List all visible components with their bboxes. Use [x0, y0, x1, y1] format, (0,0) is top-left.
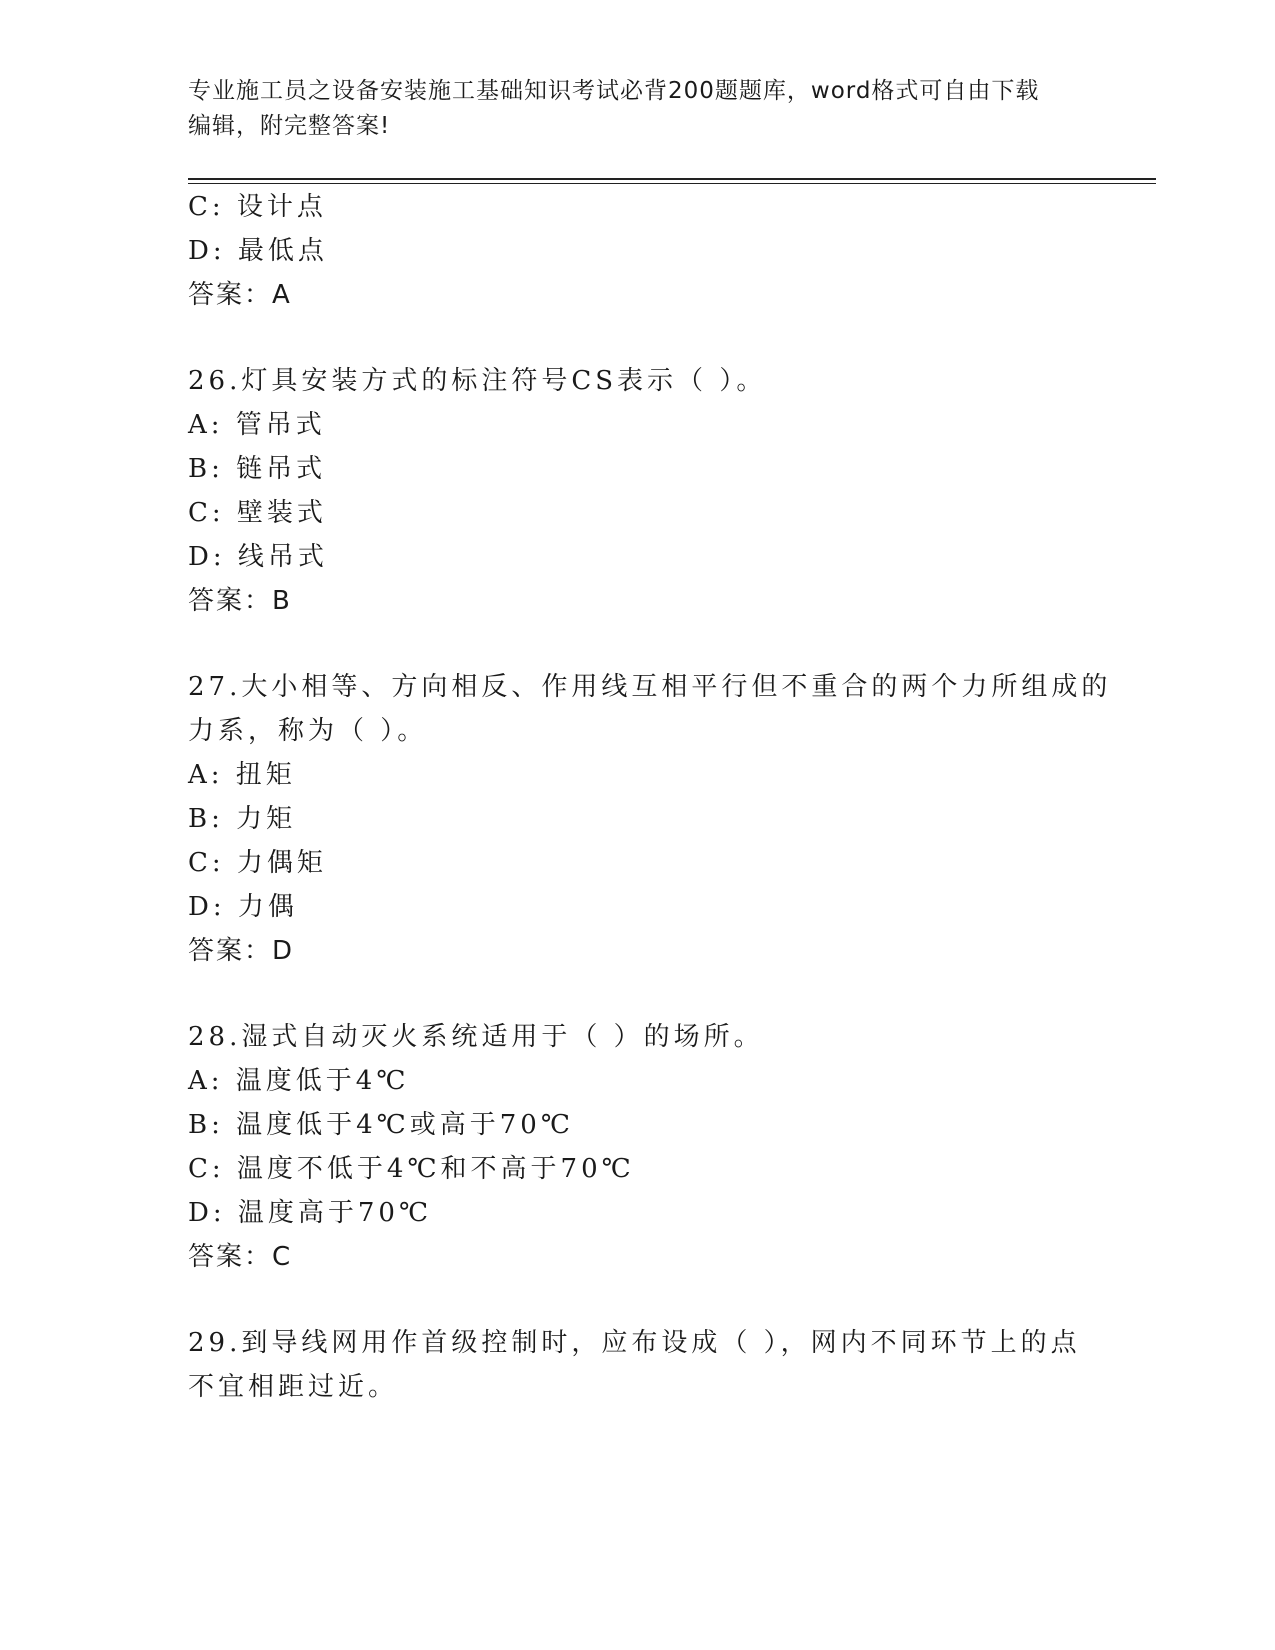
question-26-option-b: B: 链吊式 — [188, 454, 327, 484]
question-27-answer: 答案：D — [188, 936, 295, 966]
header-divider-thin — [188, 183, 1156, 184]
question-27-option-b: B: 力矩 — [188, 804, 297, 834]
option-c: C: 设计点 — [188, 192, 327, 222]
page-header — [188, 74, 1068, 144]
question-26-answer: 答案：B — [188, 586, 292, 616]
question-27-option-a: A: 扭矩 — [188, 760, 296, 790]
question-28-text: 28.湿式自动灭火系统适用于（ ）的场所。 — [188, 1022, 764, 1052]
question-27-text-line-2: 力系，称为（ ）。 — [188, 716, 428, 746]
header-divider — [188, 178, 1156, 180]
question-28-option-a: A: 温度低于4℃ — [188, 1066, 410, 1096]
question-28-option-b: B: 温度低于4℃或高于70℃ — [188, 1110, 574, 1140]
question-26-option-d: D: 线吊式 — [188, 542, 328, 572]
question-28-option-c: C: 温度不低于4℃和不高于70℃ — [188, 1154, 635, 1184]
question-26-option-a: A: 管吊式 — [188, 410, 326, 440]
answer-line: 答案：A — [188, 280, 292, 310]
question-28-answer: 答案：C — [188, 1242, 293, 1272]
header-line-2: 编辑，附完整答案! — [188, 113, 391, 139]
question-29-text-line-1: 29.到导线网用作首级控制时，应布设成（ ），网内不同环节上的点 — [188, 1328, 1081, 1358]
question-26-text: 26.灯具安装方式的标注符号CS表示（ ）。 — [188, 366, 767, 396]
option-d: D: 最低点 — [188, 236, 328, 266]
question-27-option-d: D: 力偶 — [188, 892, 298, 922]
question-26-option-c: C: 壁装式 — [188, 498, 327, 528]
question-27-text-line-1: 27.大小相等、方向相反、作用线互相平行但不重合的两个力所组成的 — [188, 672, 1112, 702]
question-29-text-line-2: 不宜相距过近。 — [188, 1372, 399, 1402]
header-line-1: 专业施工员之设备安装施工基础知识考试必背200题题库，word格式可自由下载 — [188, 78, 1040, 104]
question-27-option-c: C: 力偶矩 — [188, 848, 327, 878]
question-28-option-d: D: 温度高于70℃ — [188, 1198, 433, 1228]
